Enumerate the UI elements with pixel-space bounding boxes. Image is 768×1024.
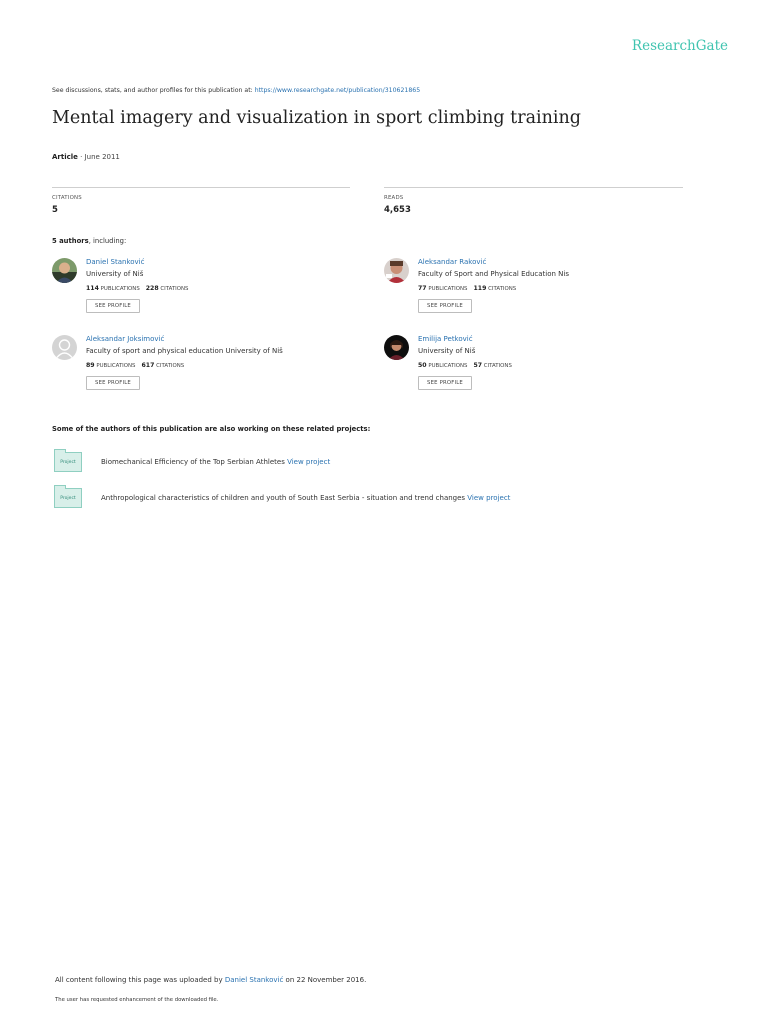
publication-title: Mental imagery and visualization in sport climbing training [52,108,581,128]
author-citations-count: 228 [145,285,159,292]
project-title: Anthropological characteristics of children and youth of South East Serbia - situation and trend changes [101,494,468,502]
author-name-link[interactable]: Aleksandar Raković [418,258,487,266]
researchgate-logo[interactable]: ResearchGate [631,38,728,54]
author-institution: University of Niš [418,347,476,355]
project-folder-icon [54,452,82,472]
project-title: Biomechanical Efficiency of the Top Serbian Athletes [101,458,288,466]
publication-date: · June 2011 [77,153,120,161]
author-citations-label: CITATIONS [483,363,512,369]
authors-heading-suffix: , including: [88,237,127,245]
reads-value: 4,653 [384,205,411,215]
related-project-item [101,494,510,502]
author-card [52,258,352,324]
author-name-link[interactable]: Emilija Petković [418,335,473,343]
author-name-link[interactable]: Aleksandar Joksimović [86,335,165,343]
reads-divider [384,187,683,188]
author-publications-label: PUBLICATIONS [100,286,140,292]
author-card [384,258,684,324]
related-project-item [101,458,330,466]
enhancement-note: The user has requested enhancement of the downloaded file. [55,997,219,1003]
publication-url-link[interactable]: https://www.researchgate.net/publication/310621865 [254,87,421,94]
author-publications-label: PUBLICATIONS [428,363,468,369]
author-publications-label: PUBLICATIONS [96,363,136,369]
see-profile-button[interactable]: SEE PROFILE [418,299,472,313]
avatar[interactable] [384,258,409,283]
author-citations-label: CITATIONS [156,363,185,369]
author-publications-count: 50 [418,362,427,369]
author-institution: Faculty of Sport and Physical Education Nis [418,270,570,278]
author-publications-count: 114 [86,285,99,292]
author-citations-count: 57 [473,362,483,369]
authors-heading [52,237,126,245]
project-folder-icon [54,488,82,508]
citations-value: 5 [52,205,58,215]
author-photo-icon [52,258,77,283]
view-project-link[interactable]: View project [467,494,511,502]
author-stats [86,285,188,292]
see-profile-button[interactable]: SEE PROFILE [418,376,472,390]
footer-prefix: All content following this page was uploaded by [55,976,225,984]
author-photo-icon [384,335,409,360]
author-publications-count: 89 [86,362,95,369]
author-stats [418,285,516,292]
author-stats [86,362,184,369]
author-name-link[interactable]: Daniel Stanković [86,258,145,266]
project-icon-label: Project [60,495,76,501]
uploader-link[interactable]: Daniel Stanković [224,976,284,984]
authors-count: 5 authors [52,237,89,245]
author-citations-label: CITATIONS [488,286,517,292]
author-card [384,335,684,401]
author-citations-label: CITATIONS [160,286,189,292]
see-profile-button[interactable]: SEE PROFILE [86,376,140,390]
default-avatar-icon [52,335,77,360]
citations-label: CITATIONS [52,195,82,201]
footer-suffix: on 22 November 2016. [283,976,367,984]
author-publications-label: PUBLICATIONS [428,286,468,292]
citations-divider [52,187,350,188]
avatar[interactable] [52,335,77,360]
author-citations-count: 617 [141,362,155,369]
view-project-link[interactable]: View project [287,458,331,466]
avatar[interactable] [384,335,409,360]
related-projects-heading: Some of the authors of this publication are also working on these related projects: [52,425,371,433]
author-institution: University of Niš [86,270,144,278]
project-icon-label: Project [60,459,76,465]
author-card [52,335,352,401]
publication-type: Article [52,153,78,161]
publication-meta [52,153,120,161]
see-profile-button[interactable]: SEE PROFILE [86,299,140,313]
author-stats [418,362,512,369]
reads-label: READS [384,195,404,201]
discussion-text: See discussions, stats, and author profiles for this publication at: [52,87,255,94]
author-institution: Faculty of sport and physical education University of Niš [86,347,283,355]
upload-footer [55,976,366,984]
author-photo-icon [384,258,409,283]
discussion-line [52,87,420,94]
author-publications-count: 77 [418,285,427,292]
avatar[interactable] [52,258,77,283]
author-citations-count: 119 [473,285,487,292]
